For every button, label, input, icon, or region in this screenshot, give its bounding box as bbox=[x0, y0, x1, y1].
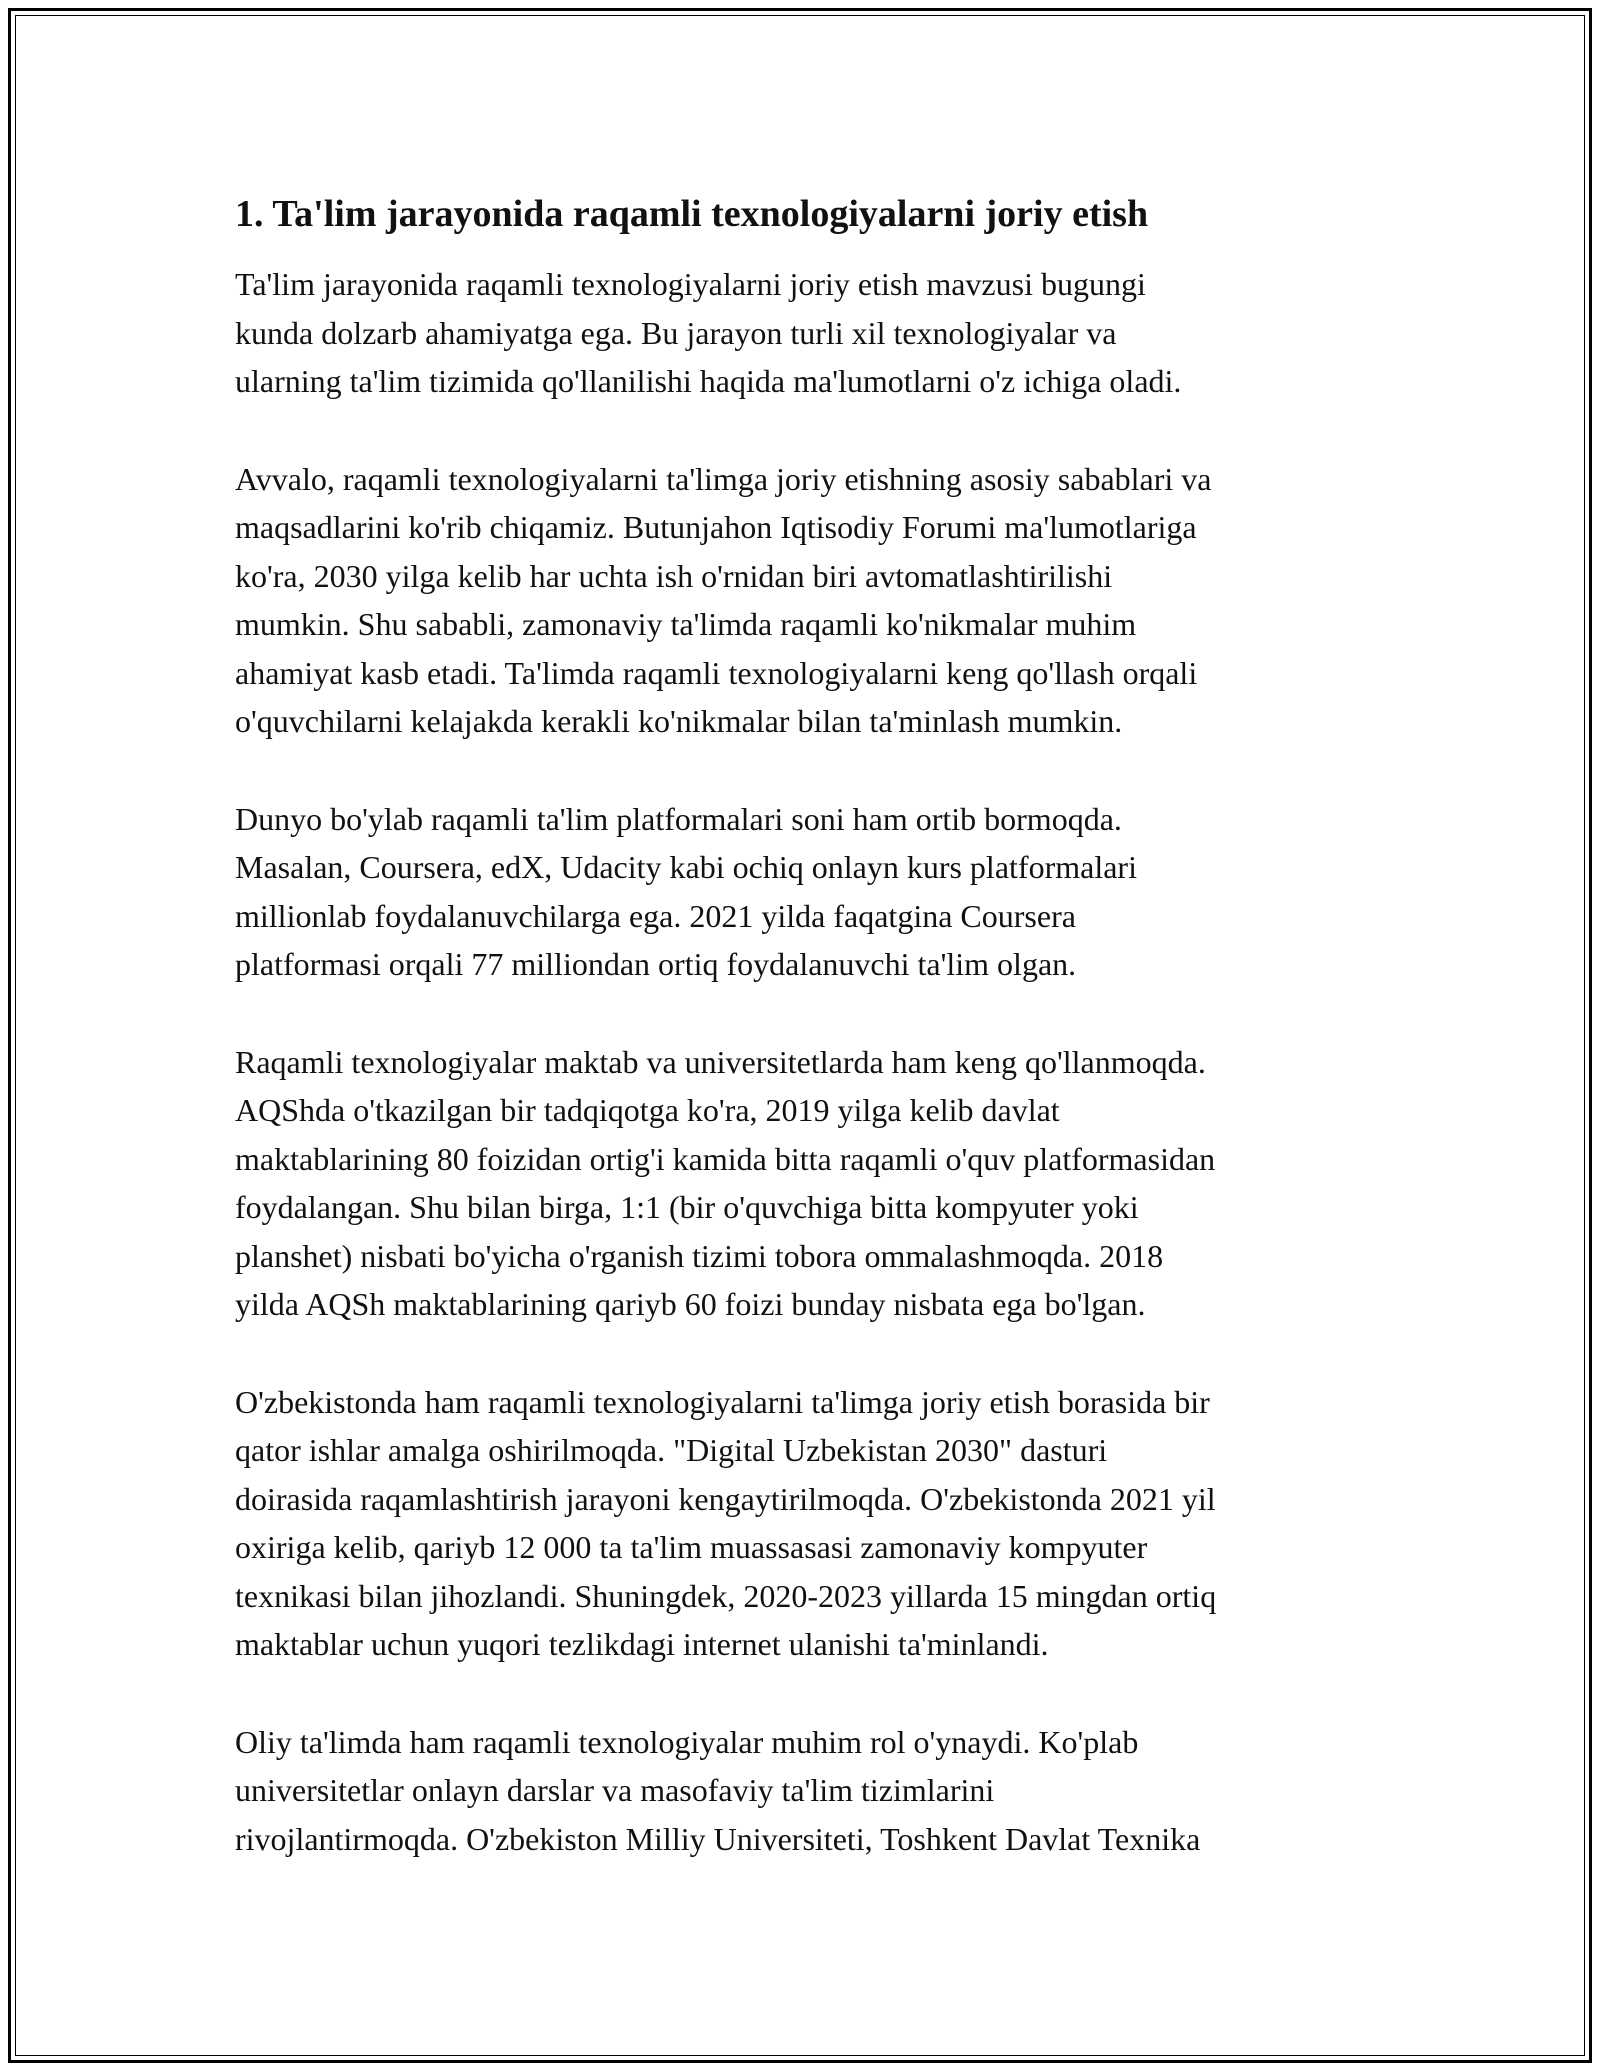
paragraph-line: doirasida raqamlashtirish jarayoni kengaytirilmoqda. O'zbekistonda 2021 yil bbox=[235, 1480, 1216, 1517]
paragraph-line: Masalan, Coursera, edX, Udacity kabi ochiq onlayn kurs platformalari bbox=[235, 849, 1137, 885]
paragraph-line: oxiriga kelib, qariyb 12 000 ta ta'lim muassasasi zamonaviy kompyuter bbox=[235, 1529, 1148, 1565]
paragraph-line: mumkin. Shu sababli, zamonaviy ta'limda raqamli ko'nikmalar muhim bbox=[235, 606, 1137, 642]
paragraph-line: yilda AQSh maktablarining qariyb 60 foizi bunday nisbata ega bo'lgan. bbox=[235, 1286, 1146, 1322]
paragraph-line: Oliy ta'limda ham raqamli texnologiyalar muhim rol o'ynaydi. Ko'plab bbox=[235, 1723, 1139, 1760]
paragraph-line: qator ishlar amalga oshirilmoqda. "Digital Uzbekistan 2030" dasturi bbox=[235, 1432, 1108, 1468]
paragraph-line: o'quvchilarni kelajakda kerakli ko'nikmalar bilan ta'minlash mumkin. bbox=[235, 703, 1123, 739]
paragraph-line: Ta'lim jarayonida raqamli texnologiyalarni joriy etish mavzusi bugungi bbox=[235, 266, 1146, 302]
paragraph bbox=[235, 1378, 1375, 1669]
paragraph bbox=[235, 260, 1375, 406]
paragraph-list bbox=[235, 260, 1375, 1863]
paragraph bbox=[235, 1038, 1375, 1329]
paragraph bbox=[235, 1718, 1375, 1864]
paragraph-line: foydalangan. Shu bilan birga, 1:1 (bir o'quvchiga bitta kompyuter yoki bbox=[235, 1189, 1139, 1225]
paragraph-line: universitetlar onlayn darslar va masofaviy ta'lim tizimlarini bbox=[235, 1772, 995, 1808]
paragraph-line: Dunyo bo'ylab raqamli ta'lim platformalari soni ham ortib bormoqda. bbox=[235, 800, 1122, 837]
paragraph-line: O'zbekistonda ham raqamli texnologiyalarni ta'limga joriy etish borasida bir bbox=[235, 1383, 1210, 1420]
paragraph bbox=[235, 455, 1375, 746]
paragraph-line: ko'ra, 2030 yilga kelib har uchta ish o'rnidan biri avtomatlashtirilishi bbox=[235, 557, 1113, 594]
paragraph-line: AQShda o'tkazilgan bir tadqiqotga ko'ra, 2019 yilga kelib davlat bbox=[235, 1092, 1060, 1128]
paragraph-line: kunda dolzarb ahamiyatga ega. Bu jarayon turli xil texnologiyalar va bbox=[235, 314, 1117, 351]
paragraph-line: texnikasi bilan jihozlandi. Shuningdek, 2020-2023 yillarda 15 mingdan ortiq bbox=[235, 1577, 1217, 1614]
paragraph bbox=[235, 795, 1375, 989]
paragraph-line: maqsadlarini ko'rib chiqamiz. Butunjahon Iqtisodiy Forumi ma'lumotlariga bbox=[235, 509, 1197, 545]
paragraph-line: platformasi orqali 77 milliondan ortiq foydalanuvchi ta'lim olgan. bbox=[235, 946, 1077, 982]
section-heading: 1. Ta'lim jarayonida raqamli texnologiyalarni joriy etish bbox=[235, 193, 1149, 235]
paragraph-line: planshet) nisbati bo'yicha o'rganish tizimi tobora ommalashmoqda. 2018 bbox=[235, 1237, 1164, 1274]
paragraph-line: maktablar uchun yuqori tezlikdagi internet ulanishi ta'minlandi. bbox=[235, 1626, 1049, 1662]
paragraph-line: rivojlantirmoqda. O'zbekiston Milliy Universiteti, Toshkent Davlat Texnika bbox=[235, 1820, 1201, 1857]
paragraph-line: millionlab foydalanuvchilarga ega. 2021 yilda faqatgina Coursera bbox=[235, 897, 1076, 934]
paragraph-line: ularning ta'lim tizimida qo'llanilishi haqida ma'lumotlarni o'z ichiga oladi. bbox=[235, 363, 1182, 399]
paragraph-line: maktablarining 80 foizidan ortig'i kamida bitta raqamli o'quv platformasidan bbox=[235, 1140, 1216, 1177]
document-body bbox=[235, 190, 1375, 1912]
paragraph-line: Raqamli texnologiyalar maktab va universitetlarda ham keng qo'llanmoqda. bbox=[235, 1043, 1206, 1080]
paragraph-line: Avvalo, raqamli texnologiyalarni ta'limga joriy etishning asosiy sabablari va bbox=[235, 460, 1212, 497]
paragraph-line: ahamiyat kasb etadi. Ta'limda raqamli texnologiyalarni keng qo'llash orqali bbox=[235, 654, 1198, 691]
